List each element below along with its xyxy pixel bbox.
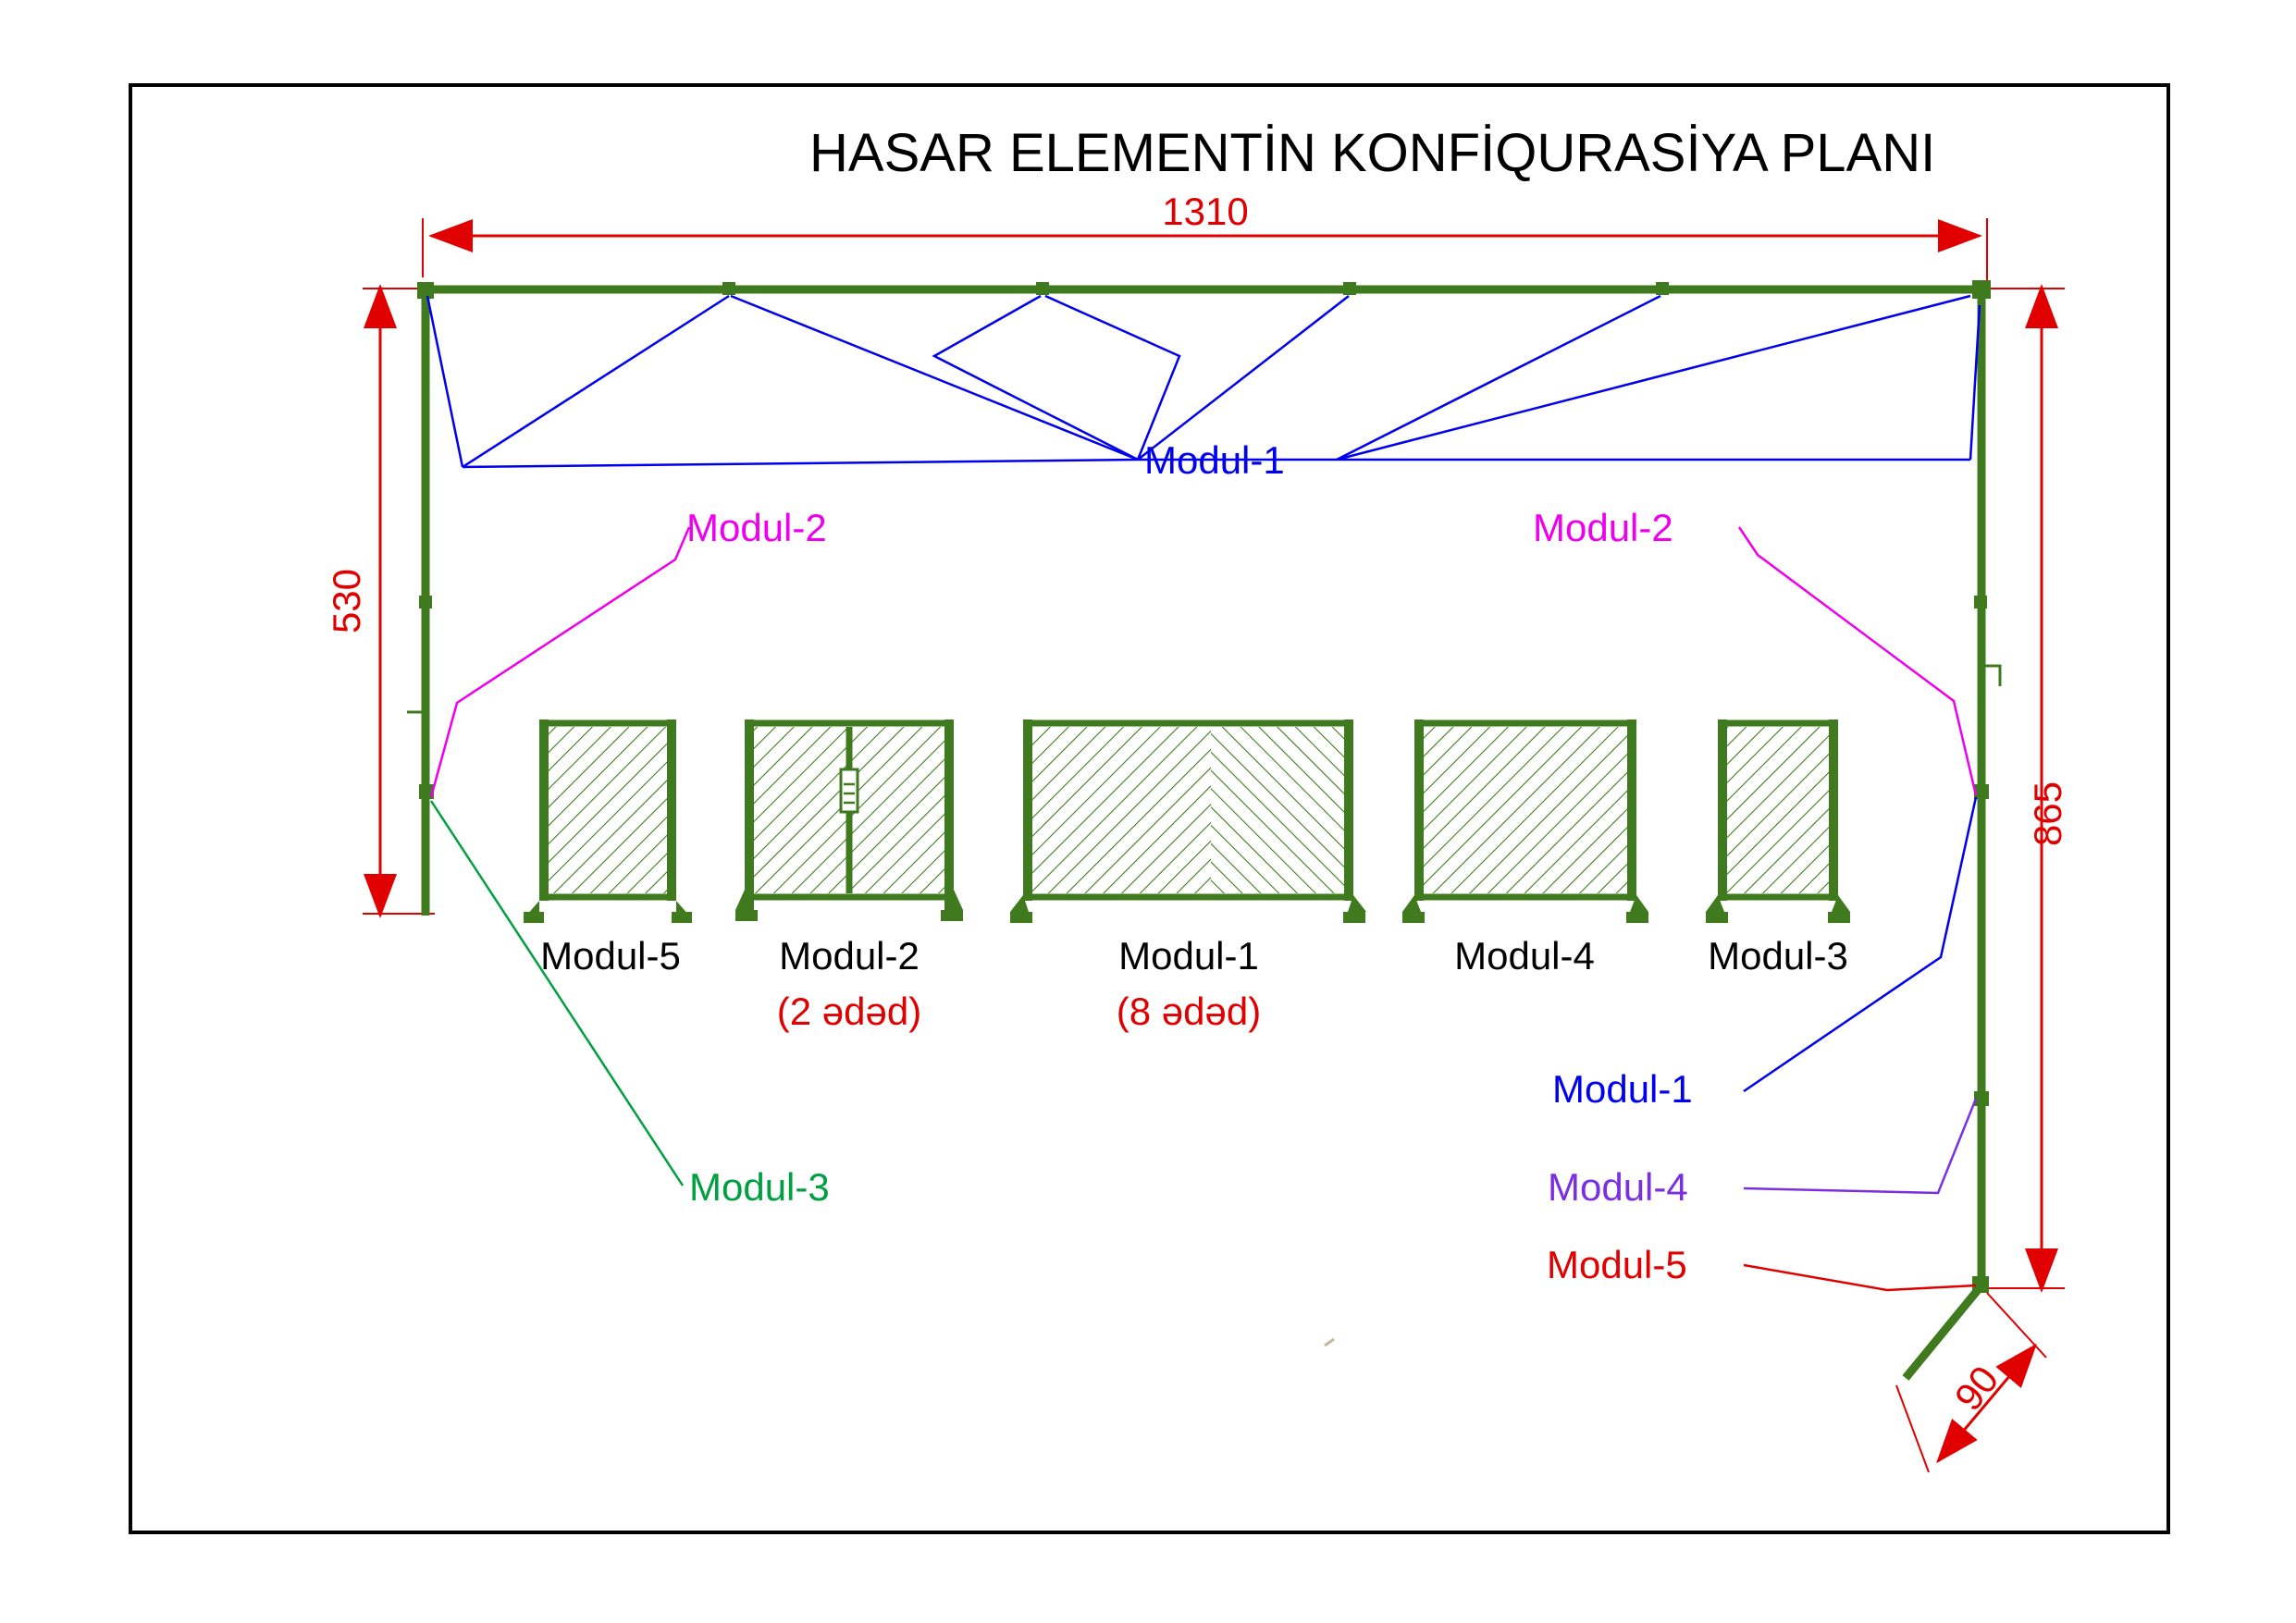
legend-panel-modul-5 bbox=[524, 719, 692, 923]
legend-panel-modul-3 bbox=[1706, 719, 1850, 923]
legend-qty-modul-1: (8 ədəd) bbox=[1116, 990, 1262, 1033]
dim-corner-ext-a bbox=[1896, 1385, 1929, 1472]
legend-label-modul-5: Modul-5 bbox=[540, 934, 681, 977]
sheet-title: HASAR ELEMENTİN KONFİQURASİYA PLANI bbox=[809, 123, 1936, 183]
callout-right-modul-1: Modul-1 bbox=[1552, 1067, 1693, 1111]
leader-right-modul-5 bbox=[1744, 1265, 1976, 1290]
dim-corner-ext-b bbox=[1987, 1293, 2046, 1358]
callout-left-modul-2: Modul-2 bbox=[686, 506, 827, 549]
dim-right-value: 865 bbox=[2026, 781, 2069, 847]
dim-corner-value: 90 bbox=[1945, 1358, 2007, 1419]
dim-top-value: 1310 bbox=[1162, 190, 1249, 233]
legend-label-modul-3: Modul-3 bbox=[1708, 934, 1848, 977]
legend-panel-modul-4 bbox=[1402, 719, 1648, 923]
callout-top-modul-1: Modul-1 bbox=[1144, 438, 1285, 482]
callout-right-modul-2: Modul-2 bbox=[1533, 506, 1673, 549]
legend-panel-modul-2 bbox=[735, 719, 963, 921]
legend-label-modul-4: Modul-4 bbox=[1454, 934, 1595, 977]
callout-left-modul-3: Modul-3 bbox=[689, 1165, 830, 1209]
legend-label-modul-2: Modul-2 bbox=[779, 934, 920, 977]
callout-right-modul-5: Modul-5 bbox=[1547, 1243, 1687, 1286]
callout-right-modul-4: Modul-4 bbox=[1548, 1165, 1688, 1209]
leader-right-modul-4 bbox=[1744, 1099, 1976, 1193]
stray-tick-mark bbox=[1325, 1339, 1334, 1346]
dim-left-value: 530 bbox=[325, 568, 368, 634]
legend-qty-modul-2: (2 ədəd) bbox=[776, 990, 922, 1033]
legend-label-modul-1: Modul-1 bbox=[1118, 934, 1259, 977]
legend-panel-modul-1 bbox=[1010, 719, 1366, 923]
